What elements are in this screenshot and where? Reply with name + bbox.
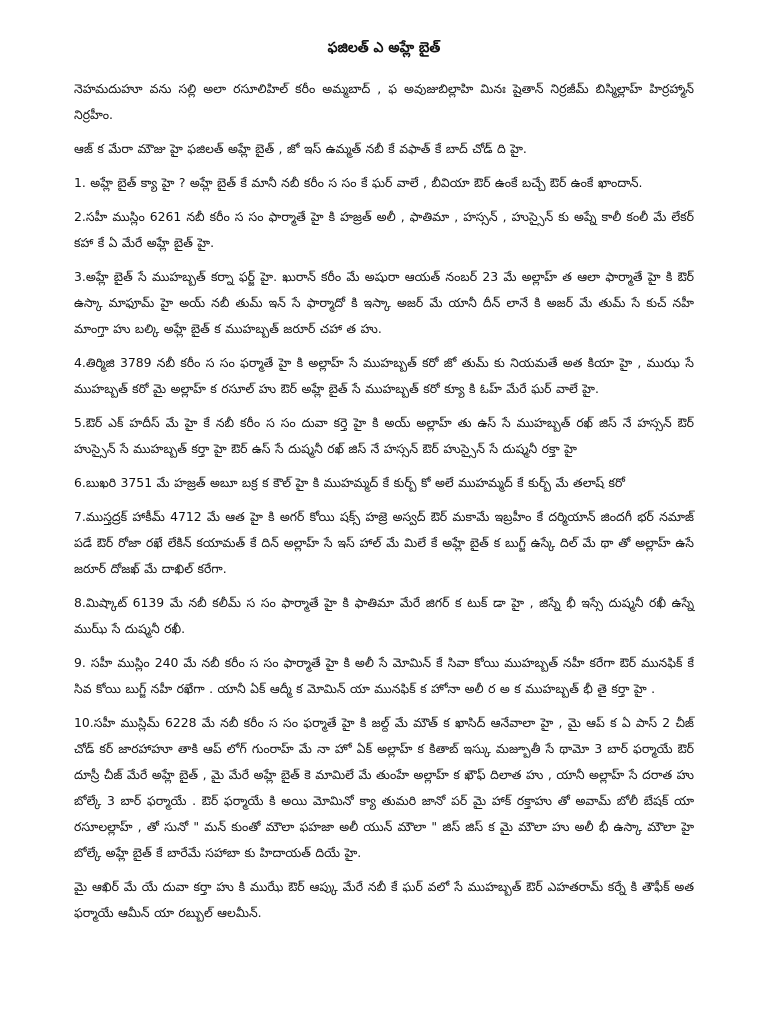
paragraph-topic: ఆజ్ క మేరా మౌజు హై ఫజిలత్ అహ్లే బైత్ , జో ఇస్ ఉమ్మత్ నబీ కే వఫాత్ కే బాద్ చోడ్ ది హై. xyxy=(74,141,527,156)
page-title: ఫజిలత్ ఎ అహ్లే బైత్ xyxy=(327,40,441,56)
paragraph-4: 4.తిర్మిజి 3789 నబీ కరీం స సం ఫర్మాతే హై కి అల్లాహ్ సే ముహబ్బత్ కరో జో తుమ్ కు నియమతే అత కియా హై , ముఝ సే ముహబ్బత్ కరో మై అల్లాహ్ క రసూల్ హు ఔర్ అహ్లే బైత్ సే ముహబ్బత్ కరో క్యూ కి ఓహ్ మేరే ఘర్ వాలే హై. xyxy=(74,355,694,396)
paragraph-9: 9. సహీ ముస్లిం 240 మే నబీ కరీం స సం ఫార్మాతే హై కి అలీ సే మోమిన్ కే సివా కోయి ముహబ్బత్ నహీ కరేగా ఔర్ మునఫిక్ కే సివ కోయి బుగ్జ్ నహీ రఖేగా . యానీ ఏక్ ఆద్మీ క మోమిన్ యా మునఫిక్ క హోనా అలీ ర అ క ముహబ్బత్ భీ తై కర్తా హై . xyxy=(74,655,694,696)
paragraph-intro: నెహమదుహూ వను సల్లి అలా రసూలిహిల్ కరీం అమ్మబాద్ , ఫ అవుజుబిల్లాహి మినః షైతాన్ నిర్రజీమ్ బిస్మిల్లాహ్ హిర్రహ్మాన్ నిర్రహీం. xyxy=(74,81,694,122)
paragraph-2: 2.సహీ ముస్లిం 6261 నబీ కరీం స సం ఫార్మాతే హై కి హజ్రత్ అలీ , ఫాతిమా , హస్సన్ , హుస్సైన్ కు అప్నే కాలీ కంలీ మే లేకర్ కహా కే ఏ మేరే అహ్లే బైత్ హై. xyxy=(74,209,694,250)
paragraph-8: 8.మిష్కాట్ 6139 మే నబీ కలీమ్ స సం ఫార్మాతే హై కి ఫాతిమా మేరే జిగర్ క టుక్ డా హై , జిస్నే భీ ఇస్సే దుష్మనీ రఖీ ఉస్నే ముఝ్ సే దుష్మనీ రఖీ. xyxy=(74,595,694,636)
paragraph-10: 10.సహీ ముస్లిమ్ 6228 మే నబీ కరీం స సం ఫర్మాతే హై కి జల్ద్ మే మౌత్ క ఖాసిద్ ఆనేవాలా హై , మై ఆప్ క ఏ పాస్ 2 చీజ్ చోడ్ కర్ జారహాహూ తాకి ఆప్ లోగ్ గుంరాహ్ మే నా హో ఏక్ అల్లాహ్ క కితాబ్ ఇస్కు మజ్బూతీ సే థామో 3 బార్ ఫర్మాయే ఔర్ దూస్రీ చీజ్ మేరే అహ్లే బైత్ , మై మేరే అహ్లే బైత్ కె మామిలే మే తుంహే అల్లాహ్ క ఖౌఫ్ దిలాత హు , యానీ అల్లాహ్ సే దరాత హు బోల్కే 3 బార్ ఫర్మాయే . ఔర్ ఫర్మాయే కి అయి మోమినో క్యా తుమరి జానో పర్ మై హాక్ రక్తాహు తో అవామ్ బోలీ బేషక్ యా రసూలల్లాహ్ , తో సునో " మన్ కుంతో మౌలా ఫహజా అలీ యున్ మౌలా " జిస్ జిస్ క మై మౌలా హు అలీ భీ ఉస్కా మౌలా హై బోల్కే అహ్లే బైత్ కే బారేమే సహాబా కు హిదాయత్ దియే హై. xyxy=(74,715,694,860)
paragraph-1: 1. అహ్లే బైత్ క్యా హై ? అహ్లే బైత్ కే మానీ నబీ కరీం స సం కే ఘర్ వాలే , బీవియా ఔర్ ఉంకే బచ్చే ఔర్ ఉంకే ఖాందాన్. xyxy=(74,175,643,190)
paragraph-closing: మై ఆఖిర్ మే యే దువా కర్తా హు కి ముఝే ఔర్ ఆప్కు మేరే నబీ కే ఘర్ వలో సే ముహబ్బత్ ఔర్ ఎహతరామ్ కర్నే కి తౌఫీక్ అత ఫర్మాయే ఆమీన్ యా రబ్బుల్ ఆలమీన్. xyxy=(74,879,694,920)
paragraph-6: 6.బుఖరి 3751 మే హజ్రత్ అబూ బక్ర క కౌల్ హై కి ముహమ్మద్ కే కుర్బ్ కో అలే ముహమ్మద్ కే కుర్బ్ మే తలాష్ కరో xyxy=(74,475,625,490)
paragraph-7: 7.ముస్తద్రక్ హాకీమ్ 4712 మే ఆత హై కి అగర్ కోయి షక్స్ హజ్రె అస్వద్ ఔర్ మకామే ఇబ్రహీం కే దర్మియాన్ జిందగీ భర్ నమాజ్ పడే ఔర్ రోజా రఖే లేకిన్ కయామత్ కే దిన్ అల్లాహ్ సే ఇస్ హాల్ మే మిలే కే అహ్లే బైత్ క బుగ్జ్ ఉస్కే దిల్ మే థా తో అల్లాహ్ ఉసే జరూర్ దోజఖ్ మే దాఖిల్ కరేగా. xyxy=(74,509,694,576)
paragraph-3: 3.అహ్లే బైత్ సే ముహబ్బత్ కర్నా ఫర్జ్ హై. ఖురాన్ కరీం మే అషురా ఆయత్ నంబర్ 23 మే అల్లాహ్ త ఆలా ఫార్మాతే హై కి ఔర్ ఉస్కా మాఫూమ్ హై అయ్ నబీ తుమ్ ఇన్ సే ఫార్మాదో కి ఇస్కా అజర్ మే యానీ దీన్ లానే కి అజర్ మే తుమ్ సే కుచ్ నహీ మాంగ్తా హు బల్కి అహ్లే బైత్ క ముహబ్బత్ జరూర్ చహా త హు. xyxy=(74,269,694,336)
paragraph-5: 5.ఔర్ ఎక్ హదీస్ మే హై కే నబీ కరీం స సం దువా కర్తె హై కి అయ్ అల్లాహ్ తు ఉస్ సే ముహబ్బత్ రఖ్ జిస్ నే హస్సన్ ఔర్ హుస్సైన్ సే ముహబ్బత్ కర్తా హై ఔర్ ఉస్ సే దుష్మనీ రఖ్ జిస్ నే హస్సన్ ఔర్ హుస్సైన్ సే దుష్మనీ రక్తా హై xyxy=(74,415,694,456)
